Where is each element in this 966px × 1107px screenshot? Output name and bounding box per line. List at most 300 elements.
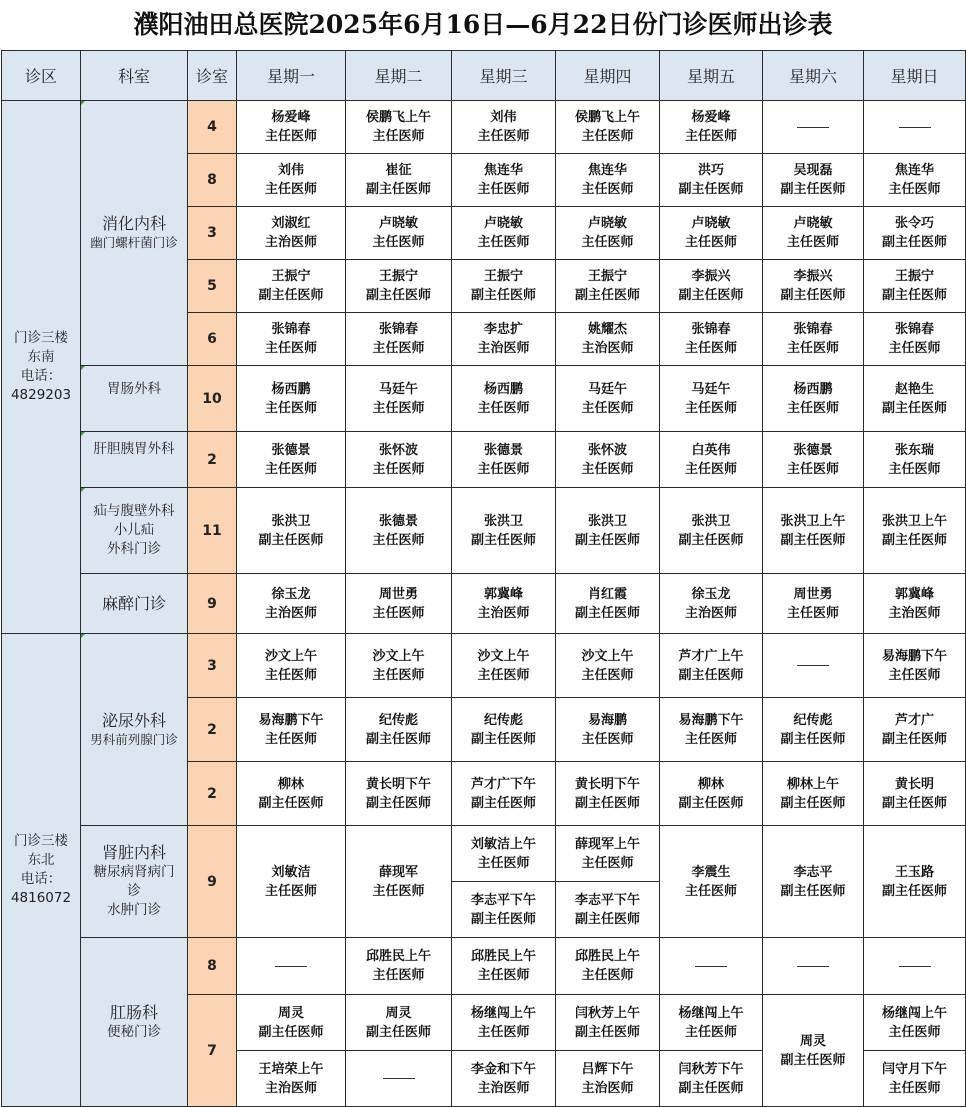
doctor-name: 李忠扩 xyxy=(483,322,523,337)
doctor-cell xyxy=(346,366,452,432)
doctor-cell xyxy=(660,762,763,826)
doctor-cell xyxy=(237,574,346,634)
doctor-name: 周世勇 xyxy=(793,586,833,602)
doctor-title: 主任医师 xyxy=(786,400,839,416)
doctor-title: 主任医师 xyxy=(477,129,530,144)
doctor-title: 主任医师 xyxy=(264,667,317,683)
doctor-cell xyxy=(556,574,660,634)
doctor-name: 张洪卫 xyxy=(483,513,523,529)
doctor-cell xyxy=(864,366,966,432)
doctor-title: 主任医师 xyxy=(477,968,530,983)
doctor-cell xyxy=(864,154,966,207)
doctor-name: 刘淑红 xyxy=(271,216,311,231)
doctor-title: 副主任医师 xyxy=(678,182,744,197)
doctor-name: 张东瑞 xyxy=(894,442,934,458)
doctor-cell xyxy=(864,260,966,313)
doctor-name: 洪巧 xyxy=(697,163,724,178)
doctor-name: 吕辉下午 xyxy=(581,1061,634,1077)
col-header: 诊区 xyxy=(2,51,81,101)
doctor-title: 主任医师 xyxy=(684,400,737,416)
doctor-cell xyxy=(763,995,864,1107)
doctor-cell xyxy=(346,1051,452,1107)
doctor-cell xyxy=(237,488,346,574)
doctor-title: 主任医师 xyxy=(888,1080,941,1096)
doctor-cell xyxy=(452,432,556,488)
doctor-cell xyxy=(346,154,452,207)
room-number: 8 xyxy=(188,154,237,207)
doctor-name: 闫守月下午 xyxy=(881,1061,947,1077)
doctor-title: 主任医师 xyxy=(684,341,737,356)
doctor-cell xyxy=(763,826,864,938)
doctor-title: 副主任医师 xyxy=(780,1052,846,1068)
doctor-cell xyxy=(452,574,556,634)
doctor-title: 主任医师 xyxy=(786,341,839,356)
doctor-cell xyxy=(556,432,660,488)
doctor-title: 主任医师 xyxy=(684,731,737,747)
doctor-cell xyxy=(452,826,556,882)
doctor-title: 副主任医师 xyxy=(574,605,640,621)
doctor-name: 张令巧 xyxy=(894,216,934,231)
doctor-name: 沙文上午 xyxy=(581,648,634,664)
doctor-name: 刘伟 xyxy=(490,110,517,125)
room-number: 3 xyxy=(188,634,237,698)
doctor-cell xyxy=(763,366,864,432)
doctor-name: 郭冀峰 xyxy=(483,586,523,602)
doctor-name: 柳林上午 xyxy=(786,776,839,792)
room-number: 9 xyxy=(188,826,237,938)
table-row xyxy=(2,938,966,995)
doctor-title: 主任医师 xyxy=(477,400,530,416)
doctor-cell xyxy=(660,313,763,366)
table-row xyxy=(2,432,966,488)
doctor-title: 主任医师 xyxy=(581,182,634,197)
doctor-name: 易海鹏下午 xyxy=(258,712,324,728)
doctor-name: 李振兴 xyxy=(793,269,833,284)
doctor-name: 杨爱峰 xyxy=(271,110,311,125)
doctor-title: 副主任医师 xyxy=(365,1024,431,1040)
doctor-name: 闫秋芳下午 xyxy=(678,1061,744,1077)
room-number: 2 xyxy=(188,698,237,762)
doctor-title: 主任医师 xyxy=(477,1024,530,1040)
doctor-name: 杨爱峰 xyxy=(691,110,731,125)
doctor-name: 易海鹏下午 xyxy=(881,648,947,664)
doctor-title: 主任医师 xyxy=(581,400,634,416)
empty-dash xyxy=(797,127,829,128)
doctor-cell xyxy=(864,101,966,154)
doctor-cell xyxy=(237,366,346,432)
doctor-cell xyxy=(346,938,452,995)
doctor-cell xyxy=(763,488,864,574)
doctor-name: 张洪卫 xyxy=(587,513,627,529)
doctor-cell xyxy=(237,634,346,698)
doctor-cell xyxy=(452,154,556,207)
empty-dash xyxy=(383,1078,415,1079)
col-header: 星期六 xyxy=(763,51,864,101)
doctor-cell xyxy=(864,1051,966,1107)
doctor-cell xyxy=(763,260,864,313)
doctor-cell xyxy=(763,634,864,698)
doctor-cell xyxy=(660,366,763,432)
doctor-name: 沙文上午 xyxy=(372,648,425,664)
col-header: 星期一 xyxy=(237,51,346,101)
room-number: 7 xyxy=(188,995,237,1107)
doctor-title: 主任医师 xyxy=(581,461,634,477)
doctor-title: 副主任医师 xyxy=(258,795,324,811)
doctor-name: 王振宁 xyxy=(587,269,627,284)
doctor-name: 崔征 xyxy=(385,163,412,178)
doctor-title: 主任医师 xyxy=(477,235,530,250)
doctor-name: 徐玉龙 xyxy=(271,586,311,602)
doctor-cell xyxy=(556,488,660,574)
doctor-title: 副主任医师 xyxy=(881,400,947,416)
doctor-cell xyxy=(556,366,660,432)
doctor-cell xyxy=(452,313,556,366)
doctor-title: 副主任医师 xyxy=(678,795,744,811)
dept-gastrointestinal-surgery: 胃肠外科 xyxy=(81,366,188,432)
doctor-title: 主任医师 xyxy=(581,968,634,983)
doctor-title: 副主任医师 xyxy=(678,667,744,683)
doctor-title: 主任医师 xyxy=(372,532,425,548)
doctor-cell xyxy=(452,207,556,260)
room-number: 6 xyxy=(188,313,237,366)
doctor-title: 主治医师 xyxy=(264,605,317,621)
table-row xyxy=(2,488,966,574)
doctor-name: 赵艳生 xyxy=(894,381,934,397)
dept-urology: 泌尿外科 男科前列腺门诊 xyxy=(81,634,188,826)
doctor-name: 张德景 xyxy=(483,442,523,458)
doctor-name: 易海鹏 xyxy=(587,712,627,728)
doctor-cell xyxy=(346,698,452,762)
doctor-name: 马廷午 xyxy=(587,381,627,397)
doctor-name: 杨继闯上午 xyxy=(678,1005,744,1021)
doctor-name: 周灵 xyxy=(385,1005,412,1021)
doctor-cell xyxy=(864,995,966,1051)
doctor-cell xyxy=(346,432,452,488)
doctor-title: 主任医师 xyxy=(888,667,941,683)
room-number: 9 xyxy=(188,574,237,634)
doctor-name: 吴现磊 xyxy=(793,163,833,178)
doctor-title: 主任医师 xyxy=(786,605,839,621)
doctor-name: 李振兴 xyxy=(691,269,731,284)
doctor-cell xyxy=(237,698,346,762)
doctor-name: 徐玉龙 xyxy=(691,586,731,602)
dept-anorectal: 肛肠科 便秘门诊 xyxy=(81,938,188,1107)
doctor-title: 主任医师 xyxy=(477,461,530,477)
doctor-cell xyxy=(660,488,763,574)
doctor-title: 主任医师 xyxy=(372,235,425,250)
doctor-name: 周灵 xyxy=(799,1033,826,1049)
doctor-name: 卢晓敏 xyxy=(793,216,833,231)
doctor-cell xyxy=(346,313,452,366)
doctor-cell xyxy=(864,207,966,260)
doctor-cell xyxy=(556,762,660,826)
room-number: 8 xyxy=(188,938,237,995)
col-header: 星期日 xyxy=(864,51,966,101)
doctor-name: 黄长明 xyxy=(894,776,934,792)
doctor-title: 副主任医师 xyxy=(881,731,947,747)
doctor-cell xyxy=(237,432,346,488)
doctor-title: 副主任医师 xyxy=(780,731,846,747)
doctor-title: 主任医师 xyxy=(264,341,317,356)
doctor-cell xyxy=(556,101,660,154)
doctor-title: 主任医师 xyxy=(372,667,425,683)
doctor-name: 卢晓敏 xyxy=(483,216,523,231)
doctor-title: 副主任医师 xyxy=(780,288,846,303)
doctor-name: 柳林 xyxy=(277,776,304,792)
doctor-cell xyxy=(346,101,452,154)
doctor-name: 王振宁 xyxy=(271,269,311,284)
doctor-cell xyxy=(556,1051,660,1107)
doctor-name: 王振宁 xyxy=(378,269,418,284)
doctor-title: 主任医师 xyxy=(684,129,737,144)
doctor-cell xyxy=(452,882,556,938)
doctor-title: 副主任医师 xyxy=(780,883,846,899)
doctor-name: 李金和下午 xyxy=(470,1061,536,1077)
doctor-name: 张锦春 xyxy=(271,322,311,337)
doctor-name: 焦连华 xyxy=(483,163,523,178)
doctor-cell xyxy=(452,260,556,313)
empty-dash xyxy=(797,966,829,967)
doctor-name: 黄长明下午 xyxy=(365,776,431,792)
doctor-name: 杨西鹏 xyxy=(483,381,523,397)
doctor-cell xyxy=(660,574,763,634)
col-header: 星期二 xyxy=(346,51,452,101)
doctor-title: 副主任医师 xyxy=(365,288,431,303)
doctor-title: 主治医师 xyxy=(477,341,530,356)
empty-dash xyxy=(695,966,727,967)
doctor-name: 李志平 xyxy=(793,864,833,880)
doctor-title: 主治医师 xyxy=(581,1080,634,1096)
doctor-title: 主任医师 xyxy=(581,731,634,747)
doctor-cell xyxy=(864,938,966,995)
doctor-name: 焦连华 xyxy=(587,163,627,178)
dept-hepatobiliary-surgery: 肝胆胰胃外科 xyxy=(81,432,188,488)
doctor-title: 主治医师 xyxy=(477,605,530,621)
doctor-name: 张锦春 xyxy=(378,322,418,337)
doctor-cell xyxy=(556,995,660,1051)
doctor-cell xyxy=(556,826,660,882)
doctor-name: 张锦春 xyxy=(691,322,731,337)
doctor-name: 纪传彪 xyxy=(483,712,523,728)
doctor-title: 副主任医师 xyxy=(574,532,640,548)
table-row xyxy=(2,101,966,154)
doctor-title: 主治医师 xyxy=(264,235,317,250)
doctor-cell xyxy=(660,260,763,313)
zone-northeast: 门诊三楼 东北 电话： 4816072 xyxy=(2,634,81,1107)
doctor-name: 侯鹏飞上午 xyxy=(574,110,640,125)
doctor-title: 主任医师 xyxy=(372,129,425,144)
doctor-name: 张德景 xyxy=(793,442,833,458)
doctor-cell xyxy=(763,698,864,762)
doctor-title: 主任医师 xyxy=(372,605,425,621)
dept-anesthesia: 麻醉门诊 xyxy=(81,574,188,634)
doctor-cell xyxy=(660,698,763,762)
doctor-title: 主任医师 xyxy=(786,235,839,250)
doctor-cell xyxy=(763,207,864,260)
doctor-title: 副主任医师 xyxy=(678,288,744,303)
doctor-title: 主任医师 xyxy=(264,883,317,899)
doctor-title: 主治医师 xyxy=(264,1080,317,1096)
doctor-cell xyxy=(452,634,556,698)
room-number: 4 xyxy=(188,101,237,154)
doctor-title: 主任医师 xyxy=(372,461,425,477)
room-number: 2 xyxy=(188,432,237,488)
doctor-title: 副主任医师 xyxy=(258,1024,324,1040)
doctor-name: 杨西鹏 xyxy=(271,381,311,397)
doctor-title: 主治医师 xyxy=(888,605,941,621)
table-row xyxy=(2,826,966,882)
table-row xyxy=(2,366,966,432)
doctor-name: 王培荣上午 xyxy=(258,1061,324,1077)
doctor-name: 张怀波 xyxy=(587,442,627,458)
doctor-cell xyxy=(452,488,556,574)
doctor-title: 副主任医师 xyxy=(780,532,846,548)
doctor-cell xyxy=(763,432,864,488)
doctor-name: 李志平下午 xyxy=(470,892,536,908)
doctor-name: 李志平下午 xyxy=(574,892,640,908)
doctor-name: 张洪卫上午 xyxy=(881,513,947,529)
doctor-name: 周灵 xyxy=(277,1005,304,1021)
doctor-cell xyxy=(864,826,966,938)
doctor-title: 副主任医师 xyxy=(574,911,640,927)
doctor-cell xyxy=(346,574,452,634)
doctor-name: 芦才广下午 xyxy=(470,776,536,792)
doctor-name: 薛现军 xyxy=(378,864,418,880)
doctor-cell xyxy=(864,432,966,488)
col-header: 诊室 xyxy=(188,51,237,101)
doctor-cell xyxy=(452,1051,556,1107)
doctor-cell xyxy=(660,634,763,698)
room-number: 3 xyxy=(188,207,237,260)
doctor-title: 主任医师 xyxy=(684,235,737,250)
col-header: 科室 xyxy=(81,51,188,101)
doctor-cell xyxy=(452,101,556,154)
doctor-name: 焦连华 xyxy=(894,163,934,178)
doctor-title: 副主任医师 xyxy=(881,795,947,811)
doctor-cell xyxy=(452,366,556,432)
doctor-name: 张锦春 xyxy=(793,322,833,337)
doctor-name: 张洪卫 xyxy=(271,513,311,529)
doctor-title: 副主任医师 xyxy=(881,883,947,899)
doctor-cell xyxy=(346,995,452,1051)
page-title: 濮阳油田总医院2025年6月16日—6月22日份门诊医师出诊表 xyxy=(133,10,833,39)
doctor-title: 主任医师 xyxy=(581,855,634,871)
doctor-cell xyxy=(864,574,966,634)
doctor-cell xyxy=(237,938,346,995)
doctor-title: 副主任医师 xyxy=(470,795,536,811)
doctor-name: 柳林 xyxy=(697,776,724,792)
doctor-name: 杨继闯上午 xyxy=(470,1005,536,1021)
doctor-title: 副主任医师 xyxy=(574,795,640,811)
doctor-title: 主任医师 xyxy=(477,667,530,683)
doctor-cell xyxy=(556,313,660,366)
doctor-title: 主任医师 xyxy=(477,182,530,197)
doctor-title: 副主任医师 xyxy=(780,182,846,197)
doctor-title: 主任医师 xyxy=(372,883,425,899)
dept-nephrology: 肾脏内科 糖尿病肾病门 诊 水肿门诊 xyxy=(81,826,188,938)
doctor-title: 主任医师 xyxy=(264,129,317,144)
doctor-title: 主任医师 xyxy=(888,341,941,356)
doctor-name: 周世勇 xyxy=(378,586,418,602)
doctor-title: 主治医师 xyxy=(684,605,737,621)
doctor-name: 王玉路 xyxy=(894,864,934,880)
doctor-cell xyxy=(556,882,660,938)
doctor-cell xyxy=(763,154,864,207)
empty-dash xyxy=(797,665,829,666)
doctor-title: 主任医师 xyxy=(888,182,941,197)
doctor-cell xyxy=(346,826,452,938)
doctor-title: 副主任医师 xyxy=(574,288,640,303)
header-row xyxy=(2,51,966,101)
room-number: 11 xyxy=(188,488,237,574)
doctor-name: 李震生 xyxy=(691,864,731,880)
col-header: 星期三 xyxy=(452,51,556,101)
doctor-title: 副主任医师 xyxy=(780,795,846,811)
doctor-title: 副主任医师 xyxy=(470,911,536,927)
doctor-name: 邱胜民上午 xyxy=(574,949,640,964)
doctor-name: 闫秋芳上午 xyxy=(574,1005,640,1021)
doctor-name: 刘敏洁上午 xyxy=(470,836,536,852)
doctor-title: 副主任医师 xyxy=(258,532,324,548)
doctor-title: 副主任医师 xyxy=(258,288,324,303)
col-header: 星期五 xyxy=(660,51,763,101)
doctor-title: 副主任医师 xyxy=(365,182,431,197)
doctor-title: 主任医师 xyxy=(372,968,425,983)
doctor-name: 纪传彪 xyxy=(378,712,418,728)
doctor-title: 副主任医师 xyxy=(678,1080,744,1096)
doctor-title: 主任医师 xyxy=(264,731,317,747)
room-number: 10 xyxy=(188,366,237,432)
doctor-cell xyxy=(660,101,763,154)
doctor-cell xyxy=(556,207,660,260)
doctor-title: 主治医师 xyxy=(477,1080,530,1096)
zone-southeast: 门诊三楼 东南 电话： 4829203 xyxy=(2,101,81,634)
room-number: 5 xyxy=(188,260,237,313)
dept-hernia-surgery: 疝与腹壁外科 小儿疝 外科门诊 xyxy=(81,488,188,574)
doctor-cell xyxy=(452,995,556,1051)
doctor-cell xyxy=(660,207,763,260)
doctor-title: 主任医师 xyxy=(264,461,317,477)
doctor-name: 芦才广上午 xyxy=(678,648,744,664)
doctor-cell xyxy=(452,698,556,762)
doctor-cell xyxy=(346,207,452,260)
doctor-cell xyxy=(660,154,763,207)
doctor-title: 副主任医师 xyxy=(470,731,536,747)
empty-dash xyxy=(275,966,307,967)
table-row xyxy=(2,634,966,698)
doctor-cell xyxy=(660,1051,763,1107)
doctor-cell xyxy=(237,1051,346,1107)
doctor-name: 王振宁 xyxy=(483,269,523,284)
doctor-cell xyxy=(237,260,346,313)
doctor-name: 黄长明下午 xyxy=(574,776,640,792)
doctor-name: 马廷午 xyxy=(378,381,418,397)
doctor-cell xyxy=(237,101,346,154)
doctor-cell xyxy=(237,313,346,366)
doctor-cell xyxy=(660,995,763,1051)
doctor-name: 卢晓敏 xyxy=(691,216,731,231)
doctor-name: 马廷午 xyxy=(691,381,731,397)
doctor-title: 主任医师 xyxy=(264,400,317,416)
doctor-cell xyxy=(556,938,660,995)
doctor-cell xyxy=(660,826,763,938)
doctor-cell xyxy=(660,432,763,488)
doctor-title: 主任医师 xyxy=(684,1024,737,1040)
room-number: 2 xyxy=(188,762,237,826)
doctor-name: 杨西鹏 xyxy=(793,381,833,397)
doctor-name: 刘伟 xyxy=(277,163,304,178)
doctor-cell xyxy=(556,260,660,313)
